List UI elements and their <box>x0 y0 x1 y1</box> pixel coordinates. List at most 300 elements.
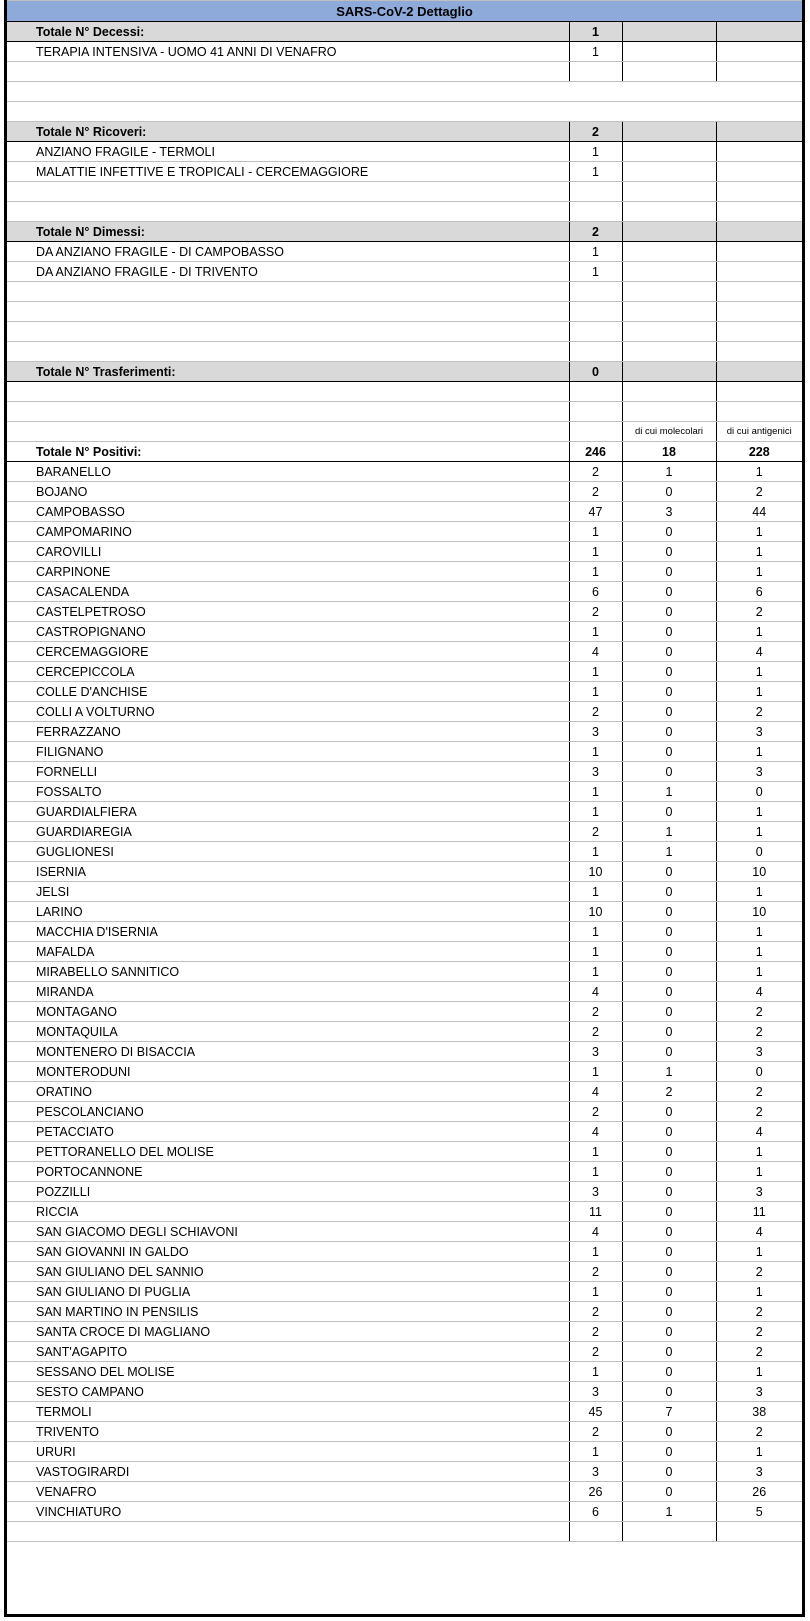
comune-name: MONTAQUILA <box>7 1022 569 1042</box>
comune-name: ORATINO <box>7 1082 569 1102</box>
comune-antigenici: 1 <box>716 462 802 482</box>
comune-name: CAMPOBASSO <box>7 502 569 522</box>
comune-molecolari: 1 <box>622 822 716 842</box>
spacer-row <box>7 82 802 102</box>
table-row <box>7 682 802 702</box>
comune-antigenici: 2 <box>716 1022 802 1042</box>
comune-molecolari: 0 <box>622 1022 716 1042</box>
table-row <box>7 1122 802 1142</box>
comune-total: 4 <box>569 1122 622 1142</box>
comune-molecolari: 0 <box>622 982 716 1002</box>
table-row <box>7 762 802 782</box>
positivi-total-molecolari: 18 <box>622 442 716 462</box>
comune-total: 1 <box>569 922 622 942</box>
table-row <box>7 982 802 1002</box>
comune-name: VASTOGIRARDI <box>7 1462 569 1482</box>
comune-antigenici: 1 <box>716 1362 802 1382</box>
comune-total: 2 <box>569 1262 622 1282</box>
comune-molecolari: 0 <box>622 1482 716 1502</box>
comune-molecolari: 1 <box>622 462 716 482</box>
ricoveri-row-name: ANZIANO FRAGILE - TERMOLI <box>7 142 569 162</box>
comune-molecolari: 2 <box>622 1082 716 1102</box>
comune-antigenici: 11 <box>716 1202 802 1222</box>
comune-total: 1 <box>569 1062 622 1082</box>
decessi-row <box>7 42 802 62</box>
empty-row <box>7 62 802 82</box>
table-row <box>7 1402 802 1422</box>
comune-name: GUARDIAREGIA <box>7 822 569 842</box>
comune-name: COLLE D'ANCHISE <box>7 682 569 702</box>
detail-sheet <box>4 0 805 1617</box>
comune-antigenici: 3 <box>716 1382 802 1402</box>
comune-name: RICCIA <box>7 1202 569 1222</box>
table-row <box>7 962 802 982</box>
comune-total: 1 <box>569 782 622 802</box>
comune-molecolari: 0 <box>622 642 716 662</box>
table-row <box>7 742 802 762</box>
comune-name: MONTENERO DI BISACCIA <box>7 1042 569 1062</box>
comune-total: 2 <box>569 462 622 482</box>
dimessi-total: 2 <box>569 222 622 242</box>
comune-name: MIRABELLO SANNITICO <box>7 962 569 982</box>
comune-molecolari: 0 <box>622 1202 716 1222</box>
comune-total: 1 <box>569 662 622 682</box>
comune-name: PESCOLANCIANO <box>7 1102 569 1122</box>
molecolari-column-header: di cui molecolari <box>622 422 716 442</box>
comune-total: 1 <box>569 1362 622 1382</box>
empty-row <box>7 302 802 322</box>
table-row <box>7 1282 802 1302</box>
comune-name: TRIVENTO <box>7 1422 569 1442</box>
ricoveri-row <box>7 142 802 162</box>
table-row <box>7 1222 802 1242</box>
dimessi-row-name: DA ANZIANO FRAGILE - DI CAMPOBASSO <box>7 242 569 262</box>
comune-antigenici: 1 <box>716 682 802 702</box>
comune-antigenici: 3 <box>716 762 802 782</box>
comune-antigenici: 2 <box>716 482 802 502</box>
dimessi-row <box>7 242 802 262</box>
empty-row <box>7 182 802 202</box>
table-row <box>7 1062 802 1082</box>
comune-molecolari: 0 <box>622 1162 716 1182</box>
dimessi-row <box>7 262 802 282</box>
empty-row <box>7 1522 802 1542</box>
comune-total: 10 <box>569 902 622 922</box>
comune-molecolari: 0 <box>622 962 716 982</box>
comune-molecolari: 0 <box>622 1142 716 1162</box>
comune-total: 4 <box>569 1082 622 1102</box>
comune-antigenici: 1 <box>716 802 802 822</box>
comune-total: 2 <box>569 602 622 622</box>
comune-antigenici: 1 <box>716 1242 802 1262</box>
comune-molecolari: 0 <box>622 1302 716 1322</box>
table-row <box>7 1442 802 1462</box>
table-row <box>7 482 802 502</box>
comune-name: CAROVILLI <box>7 542 569 562</box>
table-row <box>7 822 802 842</box>
antigenici-column-header: di cui antigenici <box>716 422 802 442</box>
comune-molecolari: 0 <box>622 802 716 822</box>
comune-total: 2 <box>569 1302 622 1322</box>
table-row <box>7 922 802 942</box>
comune-molecolari: 0 <box>622 702 716 722</box>
comune-total: 3 <box>569 1462 622 1482</box>
comune-molecolari: 0 <box>622 1462 716 1482</box>
comune-name: SAN GIACOMO DEGLI SCHIAVONI <box>7 1222 569 1242</box>
dimessi-header-row <box>7 222 802 242</box>
comune-molecolari: 0 <box>622 602 716 622</box>
comune-molecolari: 0 <box>622 1282 716 1302</box>
dimessi-label: Totale N° Dimessi: <box>7 222 569 242</box>
empty-row <box>7 282 802 302</box>
table-row <box>7 1082 802 1102</box>
comune-antigenici: 1 <box>716 1142 802 1162</box>
empty-row <box>7 322 802 342</box>
comune-antigenici: 2 <box>716 702 802 722</box>
comune-total: 2 <box>569 1002 622 1022</box>
positivi-subheader-row <box>7 422 802 442</box>
comune-antigenici: 0 <box>716 842 802 862</box>
comune-molecolari: 0 <box>622 1322 716 1342</box>
comune-antigenici: 1 <box>716 1442 802 1462</box>
comune-molecolari: 7 <box>622 1402 716 1422</box>
comune-name: CASACALENDA <box>7 582 569 602</box>
comune-antigenici: 1 <box>716 522 802 542</box>
comune-molecolari: 0 <box>622 622 716 642</box>
comune-total: 1 <box>569 1162 622 1182</box>
comune-name: MACCHIA D'ISERNIA <box>7 922 569 942</box>
comune-antigenici: 2 <box>716 1082 802 1102</box>
positivi-total: 246 <box>569 442 622 462</box>
table-row <box>7 1002 802 1022</box>
comune-antigenici: 4 <box>716 1222 802 1242</box>
comune-antigenici: 1 <box>716 1282 802 1302</box>
comune-total: 1 <box>569 1142 622 1162</box>
comune-total: 4 <box>569 642 622 662</box>
comune-molecolari: 0 <box>622 562 716 582</box>
table-row <box>7 522 802 542</box>
table-row <box>7 1182 802 1202</box>
positivi-total-antigenici: 228 <box>716 442 802 462</box>
comune-antigenici: 1 <box>716 882 802 902</box>
comune-name: SAN MARTINO IN PENSILIS <box>7 1302 569 1322</box>
comune-name: CASTROPIGNANO <box>7 622 569 642</box>
decessi-label: Totale N° Decessi: <box>7 22 569 42</box>
comune-antigenici: 1 <box>716 562 802 582</box>
comune-antigenici: 2 <box>716 1002 802 1022</box>
comune-total: 3 <box>569 722 622 742</box>
table-row <box>7 1502 802 1522</box>
comune-name: SAN GIULIANO DI PUGLIA <box>7 1282 569 1302</box>
comune-molecolari: 0 <box>622 1342 716 1362</box>
comune-name: JELSI <box>7 882 569 902</box>
table-row <box>7 1242 802 1262</box>
comune-name: CERCEMAGGIORE <box>7 642 569 662</box>
comune-name: PETTORANELLO DEL MOLISE <box>7 1142 569 1162</box>
table-row <box>7 902 802 922</box>
comune-name: COLLI A VOLTURNO <box>7 702 569 722</box>
comune-antigenici: 2 <box>716 1342 802 1362</box>
comune-molecolari: 0 <box>622 1422 716 1442</box>
comune-molecolari: 0 <box>622 1042 716 1062</box>
comune-total: 1 <box>569 542 622 562</box>
comune-molecolari: 0 <box>622 542 716 562</box>
comune-antigenici: 10 <box>716 862 802 882</box>
comune-antigenici: 1 <box>716 742 802 762</box>
ricoveri-header-row <box>7 122 802 142</box>
comune-total: 1 <box>569 1242 622 1262</box>
comune-molecolari: 1 <box>622 1502 716 1522</box>
sheet-title: SARS-CoV-2 Dettaglio <box>7 1 802 22</box>
comune-total: 47 <box>569 502 622 522</box>
comune-molecolari: 0 <box>622 682 716 702</box>
comune-total: 2 <box>569 822 622 842</box>
comune-name: MONTAGANO <box>7 1002 569 1022</box>
table-row <box>7 622 802 642</box>
table-row <box>7 1302 802 1322</box>
comune-name: PORTOCANNONE <box>7 1162 569 1182</box>
comune-molecolari: 1 <box>622 1062 716 1082</box>
comune-total: 45 <box>569 1402 622 1422</box>
comune-molecolari: 0 <box>622 1182 716 1202</box>
comune-total: 1 <box>569 842 622 862</box>
comune-antigenici: 3 <box>716 1042 802 1062</box>
comune-total: 1 <box>569 942 622 962</box>
comune-name: BARANELLO <box>7 462 569 482</box>
comune-antigenici: 3 <box>716 722 802 742</box>
comune-total: 1 <box>569 562 622 582</box>
ricoveri-row <box>7 162 802 182</box>
comune-molecolari: 0 <box>622 662 716 682</box>
comune-antigenici: 10 <box>716 902 802 922</box>
comune-total: 6 <box>569 1502 622 1522</box>
table-row <box>7 722 802 742</box>
ricoveri-label: Totale N° Ricoveri: <box>7 122 569 142</box>
comune-name: MIRANDA <box>7 982 569 1002</box>
comune-total: 1 <box>569 1442 622 1462</box>
comune-antigenici: 2 <box>716 1322 802 1342</box>
comune-total: 2 <box>569 482 622 502</box>
comune-total: 1 <box>569 802 622 822</box>
comune-molecolari: 0 <box>622 742 716 762</box>
table-row <box>7 502 802 522</box>
positivi-label: Totale N° Positivi: <box>7 442 569 462</box>
detail-table <box>7 0 802 1542</box>
comune-total: 4 <box>569 1222 622 1242</box>
comune-antigenici: 0 <box>716 1062 802 1082</box>
table-row <box>7 1162 802 1182</box>
dimessi-row-name: DA ANZIANO FRAGILE - DI TRIVENTO <box>7 262 569 282</box>
table-row <box>7 1462 802 1482</box>
comune-total: 26 <box>569 1482 622 1502</box>
table-row <box>7 1382 802 1402</box>
empty-row <box>7 402 802 422</box>
comune-antigenici: 26 <box>716 1482 802 1502</box>
decessi-total: 1 <box>569 22 622 42</box>
comune-antigenici: 0 <box>716 782 802 802</box>
comune-name: MAFALDA <box>7 942 569 962</box>
table-row <box>7 1042 802 1062</box>
empty-row <box>7 382 802 402</box>
decessi-header-row <box>7 22 802 42</box>
comune-antigenici: 4 <box>716 1122 802 1142</box>
comune-molecolari: 0 <box>622 1222 716 1242</box>
title-row <box>7 1 802 22</box>
comune-total: 3 <box>569 1182 622 1202</box>
comune-total: 3 <box>569 1042 622 1062</box>
comune-molecolari: 0 <box>622 482 716 502</box>
comune-molecolari: 0 <box>622 762 716 782</box>
comune-name: FILIGNANO <box>7 742 569 762</box>
comune-total: 2 <box>569 1342 622 1362</box>
comune-total: 1 <box>569 682 622 702</box>
comune-antigenici: 1 <box>716 1162 802 1182</box>
table-row <box>7 1362 802 1382</box>
comune-antigenici: 2 <box>716 602 802 622</box>
table-row <box>7 1322 802 1342</box>
comune-name: SANTA CROCE DI MAGLIANO <box>7 1322 569 1342</box>
comune-antigenici: 38 <box>716 1402 802 1422</box>
spacer-row <box>7 102 802 122</box>
comune-name: PETACCIATO <box>7 1122 569 1142</box>
comune-total: 1 <box>569 962 622 982</box>
comune-molecolari: 0 <box>622 582 716 602</box>
comune-antigenici: 1 <box>716 662 802 682</box>
table-row <box>7 662 802 682</box>
comune-antigenici: 6 <box>716 582 802 602</box>
table-row <box>7 802 802 822</box>
comune-molecolari: 0 <box>622 1002 716 1022</box>
comune-total: 10 <box>569 862 622 882</box>
positivi-header-row <box>7 442 802 462</box>
comune-molecolari: 0 <box>622 1102 716 1122</box>
comune-name: SESTO CAMPANO <box>7 1382 569 1402</box>
comune-molecolari: 0 <box>622 1442 716 1462</box>
comune-total: 3 <box>569 1382 622 1402</box>
comune-total: 3 <box>569 762 622 782</box>
comune-total: 2 <box>569 702 622 722</box>
table-row <box>7 862 802 882</box>
comune-molecolari: 3 <box>622 502 716 522</box>
table-row <box>7 582 802 602</box>
decessi-row-value: 1 <box>569 42 622 62</box>
comune-name: GUGLIONESI <box>7 842 569 862</box>
table-row <box>7 1022 802 1042</box>
comune-molecolari: 0 <box>622 882 716 902</box>
comune-antigenici: 2 <box>716 1302 802 1322</box>
table-row <box>7 1102 802 1122</box>
comune-antigenici: 4 <box>716 982 802 1002</box>
comune-antigenici: 1 <box>716 922 802 942</box>
dimessi-row-value: 1 <box>569 262 622 282</box>
table-row <box>7 882 802 902</box>
trasferimenti-label: Totale N° Trasferimenti: <box>7 362 569 382</box>
comune-antigenici: 3 <box>716 1462 802 1482</box>
comune-name: MONTERODUNI <box>7 1062 569 1082</box>
comune-molecolari: 0 <box>622 942 716 962</box>
comune-molecolari: 0 <box>622 922 716 942</box>
comune-total: 1 <box>569 742 622 762</box>
ricoveri-row-name: MALATTIE INFETTIVE E TROPICALI - CERCEMAGGIORE <box>7 162 569 182</box>
comune-molecolari: 0 <box>622 722 716 742</box>
comune-name: SAN GIOVANNI IN GALDO <box>7 1242 569 1262</box>
table-row <box>7 1202 802 1222</box>
comune-name: SAN GIULIANO DEL SANNIO <box>7 1262 569 1282</box>
table-row <box>7 842 802 862</box>
table-row <box>7 1342 802 1362</box>
comune-total: 1 <box>569 1282 622 1302</box>
comune-name: FOSSALTO <box>7 782 569 802</box>
comune-name: ISERNIA <box>7 862 569 882</box>
comune-antigenici: 1 <box>716 542 802 562</box>
comune-antigenici: 1 <box>716 622 802 642</box>
comune-name: VENAFRO <box>7 1482 569 1502</box>
comune-antigenici: 2 <box>716 1102 802 1122</box>
comune-total: 11 <box>569 1202 622 1222</box>
comune-antigenici: 2 <box>716 1262 802 1282</box>
comune-molecolari: 0 <box>622 1122 716 1142</box>
comune-total: 2 <box>569 1322 622 1342</box>
comune-antigenici: 4 <box>716 642 802 662</box>
trasferimenti-total: 0 <box>569 362 622 382</box>
comune-total: 2 <box>569 1022 622 1042</box>
comune-molecolari: 1 <box>622 842 716 862</box>
empty-row <box>7 202 802 222</box>
comune-molecolari: 0 <box>622 1382 716 1402</box>
comune-name: VINCHIATURO <box>7 1502 569 1522</box>
comune-total: 2 <box>569 1422 622 1442</box>
comune-total: 4 <box>569 982 622 1002</box>
comune-name: FORNELLI <box>7 762 569 782</box>
comune-antigenici: 3 <box>716 1182 802 1202</box>
table-row <box>7 1142 802 1162</box>
comune-molecolari: 0 <box>622 1262 716 1282</box>
table-row <box>7 562 802 582</box>
comune-antigenici: 5 <box>716 1502 802 1522</box>
table-row <box>7 1262 802 1282</box>
table-row <box>7 1422 802 1442</box>
comune-name: BOJANO <box>7 482 569 502</box>
comune-antigenici: 1 <box>716 962 802 982</box>
comune-antigenici: 44 <box>716 502 802 522</box>
empty-row <box>7 342 802 362</box>
comune-total: 1 <box>569 522 622 542</box>
dimessi-row-value: 1 <box>569 242 622 262</box>
table-row <box>7 1482 802 1502</box>
comune-name: FERRAZZANO <box>7 722 569 742</box>
ricoveri-total: 2 <box>569 122 622 142</box>
comune-total: 1 <box>569 882 622 902</box>
comune-molecolari: 1 <box>622 782 716 802</box>
comune-name: SESSANO DEL MOLISE <box>7 1362 569 1382</box>
comune-name: CARPINONE <box>7 562 569 582</box>
comune-total: 2 <box>569 1102 622 1122</box>
ricoveri-row-value: 1 <box>569 142 622 162</box>
comune-total: 1 <box>569 622 622 642</box>
comune-name: CERCEPICCOLA <box>7 662 569 682</box>
comune-name: TERMOLI <box>7 1402 569 1422</box>
table-row <box>7 942 802 962</box>
comune-name: LARINO <box>7 902 569 922</box>
comune-molecolari: 0 <box>622 1242 716 1262</box>
comune-name: GUARDIALFIERA <box>7 802 569 822</box>
table-row <box>7 462 802 482</box>
comune-antigenici: 1 <box>716 942 802 962</box>
table-row <box>7 542 802 562</box>
comune-name: SANT'AGAPITO <box>7 1342 569 1362</box>
comune-molecolari: 0 <box>622 862 716 882</box>
trasferimenti-header-row <box>7 362 802 382</box>
